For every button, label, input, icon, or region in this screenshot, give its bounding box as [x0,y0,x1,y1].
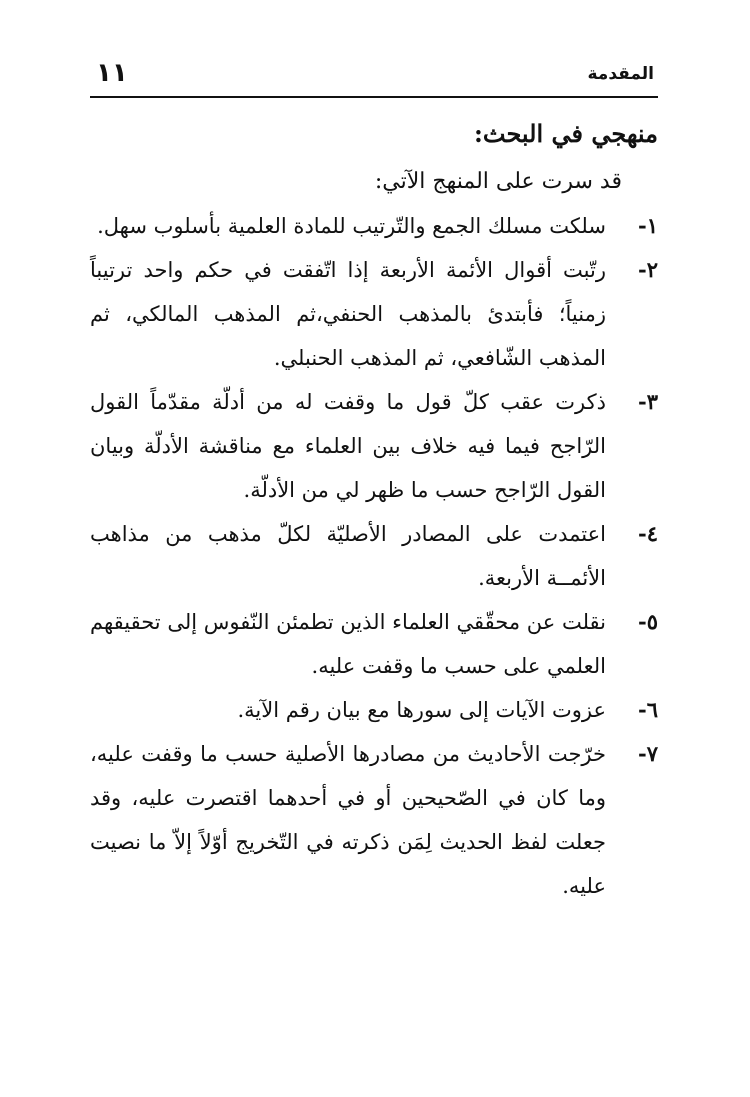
list-item [90,732,658,908]
methodology-list [90,204,658,908]
section-heading: منهجي في البحث: [474,119,658,148]
list-item [90,688,658,732]
item-text: رتّبت أقوال الأئمة الأربعة إذا اتّفقت في حكم واحد ترتيباً زمنياً؛ فأبتدئ بالمذهب الحنفي،ثم المذهب المالكي، ثم المذهب الشّافعي، ثم المذهب الحنبلي. [90,258,606,370]
intro-line: قد سرت على المنهج الآتي: [374,169,622,194]
list-item [90,204,658,248]
item-number: ٢- [638,257,658,282]
page-header [90,58,658,98]
item-text: خرّجت الأحاديث من مصادرها الأصلية حسب ما وقفت عليه، وما كان في الصّحيحين أو في أحدهما اقتصرت عليه، وقد جعلت لفظ الحديث لِمَن ذكرته في التّخريج أوّلاً إلاّ ما نصيت عليه. [90,742,606,898]
item-number: ١- [638,213,658,238]
item-number: ٥- [638,609,658,634]
list-item [90,248,658,380]
item-text: ذكرت عقب كلّ قول ما وقفت له من أدلّة مقدّماً القول الرّاجح فيما فيه خلاف بين العلماء مع مناقشة الأدلّة وبيان القول الرّاجح حسب ما ظهر لي من الأدلّة. [90,390,606,502]
item-number: ٣- [638,389,658,414]
page-content [90,112,658,908]
list-item [90,512,658,600]
item-number: ٧- [638,741,658,766]
list-item [90,600,658,688]
item-number: ٤- [638,521,658,546]
item-text: نقلت عن محقّقي العلماء الذين تطمئن النّفوس إلى تحقيقهم العلمي على حسب ما وقفت عليه. [90,610,606,678]
item-text: اعتمدت على المصادر الأصليّة لكلّ مذهب من مذاهب الأئمــة الأربعة. [90,522,606,590]
running-section-title: المقدمة [587,64,654,84]
list-item [90,380,658,512]
page-number: ١١ [96,58,128,88]
item-number: ٦- [638,697,658,722]
item-text: عزوت الآيات إلى سورها مع بيان رقم الآية. [237,698,606,722]
item-text: سلكت مسلك الجمع والتّرتيب للمادة العلمية بأسلوب سهل. [97,214,606,238]
